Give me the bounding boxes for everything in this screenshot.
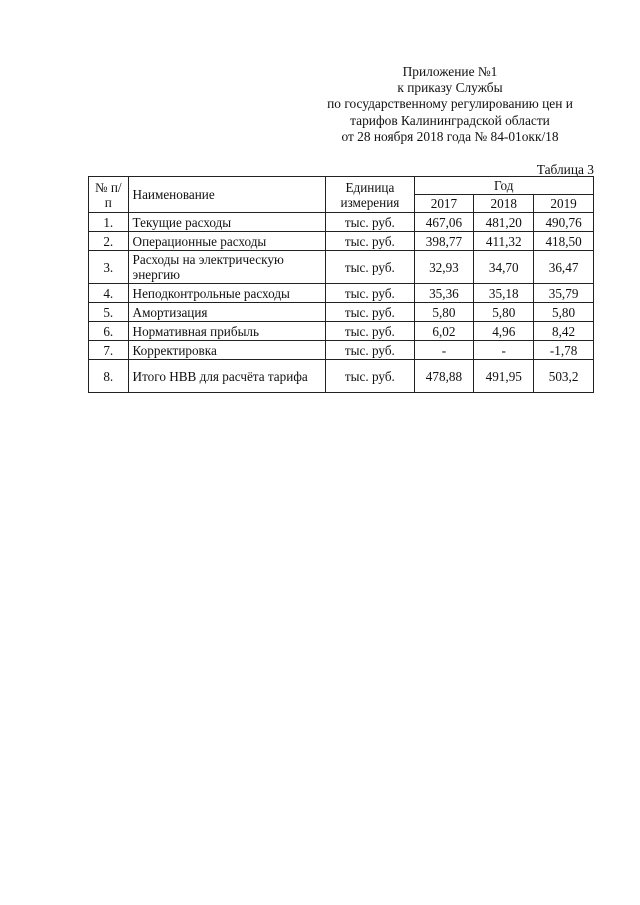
value-2017: 467,06	[414, 213, 474, 232]
value-2018: 411,32	[474, 232, 534, 251]
row-number: 3.	[89, 251, 129, 284]
row-name: Неподконтрольные расходы	[128, 284, 326, 303]
row-unit: тыс. руб.	[326, 322, 414, 341]
table-row	[89, 213, 594, 232]
row-unit: тыс. руб.	[326, 341, 414, 360]
table-row	[89, 322, 594, 341]
table-row	[89, 251, 594, 284]
row-number: 4.	[89, 284, 129, 303]
column-header-year-2018: 2018	[474, 195, 534, 213]
value-2017: 478,88	[414, 360, 474, 393]
row-number: 7.	[89, 341, 129, 360]
table-row	[89, 232, 594, 251]
value-2017: 5,80	[414, 303, 474, 322]
value-2019: -1,78	[534, 341, 594, 360]
value-2019: 36,47	[534, 251, 594, 284]
row-name: Операционные расходы	[128, 232, 326, 251]
value-2019: 8,42	[534, 322, 594, 341]
value-2019: 35,79	[534, 284, 594, 303]
value-2018: 4,96	[474, 322, 534, 341]
row-name: Амортизация	[128, 303, 326, 322]
table-row	[89, 360, 594, 393]
row-unit: тыс. руб.	[326, 303, 414, 322]
value-2018: -	[474, 341, 534, 360]
row-name: Корректировка	[128, 341, 326, 360]
row-name: Итого НВВ для расчёта тарифа	[128, 360, 326, 393]
table-row	[89, 341, 594, 360]
value-2017: 6,02	[414, 322, 474, 341]
value-2017: 32,93	[414, 251, 474, 284]
value-2018: 34,70	[474, 251, 534, 284]
row-unit: тыс. руб.	[326, 360, 414, 393]
column-header-year-2017: 2017	[414, 195, 474, 213]
document-header	[300, 64, 600, 145]
value-2017: 35,36	[414, 284, 474, 303]
header-line-5: от 28 ноября 2018 года № 84-01окк/18	[341, 128, 559, 144]
row-name: Нормативная прибыль	[128, 322, 326, 341]
value-2019: 503,2	[534, 360, 594, 393]
row-number: 1.	[89, 213, 129, 232]
table-caption: Таблица 3	[536, 162, 594, 177]
header-line-3: по государственному регулированию цен и	[327, 96, 573, 112]
value-2018: 481,20	[474, 213, 534, 232]
row-unit: тыс. руб.	[326, 232, 414, 251]
header-line-1: Приложение №1	[402, 64, 498, 79]
row-name: Расходы на электрическую энергию	[128, 251, 326, 284]
value-2019: 490,76	[534, 213, 594, 232]
row-unit: тыс. руб.	[326, 284, 414, 303]
tariff-table	[88, 176, 594, 393]
header-line-4: тарифов Калининградской области	[350, 112, 550, 128]
row-unit: тыс. руб.	[326, 213, 414, 232]
table-row	[89, 303, 594, 322]
table-row	[89, 284, 594, 303]
value-2018: 491,95	[474, 360, 534, 393]
row-number: 8.	[89, 360, 129, 393]
row-number: 5.	[89, 303, 129, 322]
row-unit: тыс. руб.	[326, 251, 414, 284]
value-2019: 418,50	[534, 232, 594, 251]
value-2017: -	[414, 341, 474, 360]
column-header-unit: Единица измерения	[326, 177, 414, 213]
row-number: 2.	[89, 232, 129, 251]
value-2018: 5,80	[474, 303, 534, 322]
value-2017: 398,77	[414, 232, 474, 251]
header-line-2: к приказу Службы	[397, 80, 503, 96]
value-2019: 5,80	[534, 303, 594, 322]
value-2018: 35,18	[474, 284, 534, 303]
column-header-year: Год	[414, 177, 594, 195]
row-name: Текущие расходы	[128, 213, 326, 232]
column-header-number: № п/п	[89, 177, 129, 213]
column-header-name: Наименование	[128, 177, 326, 213]
row-number: 6.	[89, 322, 129, 341]
column-header-year-2019: 2019	[534, 195, 594, 213]
